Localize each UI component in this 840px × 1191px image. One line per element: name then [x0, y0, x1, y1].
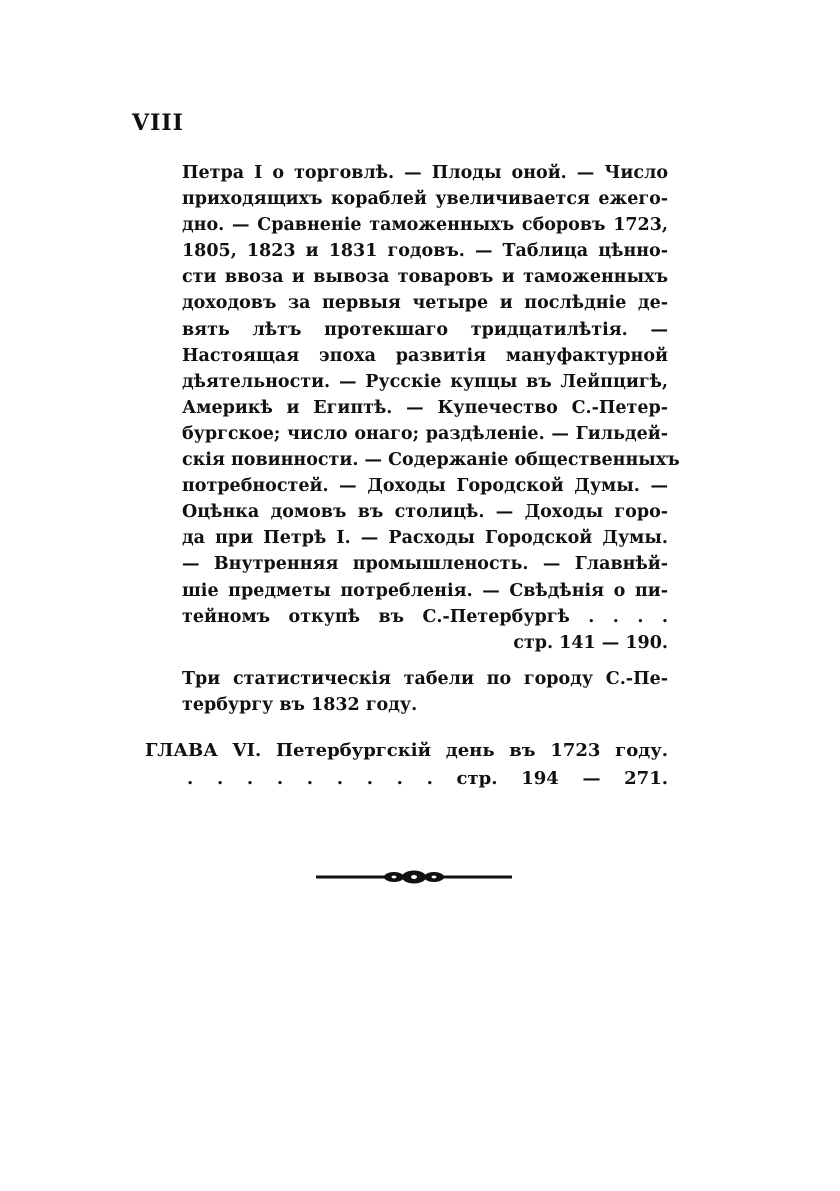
chapter-entry	[145, 737, 668, 793]
page-number: VIII	[132, 110, 184, 136]
summary-line: дно. — Сравненіе таможенныхъ сборовъ 1723,	[182, 215, 668, 236]
summary-line: приходящихъ кораблей увеличивается ежего-	[182, 189, 668, 210]
summary-line: потребностей. — Доходы Городской Думы. —	[182, 476, 668, 497]
toc-entry-tables	[182, 666, 668, 718]
summary-line: бургское; число онаго; раздѣленіе. — Гильдей-	[182, 423, 668, 444]
summary-line: 1805, 1823 и 1831 годовъ. — Таблица цѣнно-	[182, 241, 668, 262]
tables-line: тербургу въ 1832 году.	[182, 695, 418, 716]
summary-line: скія повинности. — Содержаніе общественныхъ	[182, 450, 680, 471]
chapter-title: ГЛАВА VI. Петербургскій день въ 1723 году.	[145, 740, 668, 761]
summary-line: Оцѣнка домовъ въ столицѣ. — Доходы горо-	[182, 502, 668, 523]
chapter-page-reference: . . . . . . . . . стр. 194 — 271.	[187, 768, 668, 789]
summary-line: — Внутренняя промышленость. — Главнѣй-	[182, 554, 668, 575]
summary-line: сти ввоза и вывоза товаровъ и таможенныхъ	[182, 267, 668, 288]
summary-line: доходовъ за первыя четыре и послѣдніе де-	[182, 293, 668, 314]
summary-line: Петра I о торговлѣ. — Плоды оной. — Число	[182, 163, 668, 183]
summary-line: тейномъ откупѣ въ С.-Петербургѣ . . . .	[182, 606, 668, 627]
ornament-divider	[316, 866, 512, 888]
tables-line: Три статистическія табели по городу С.-Пе-	[182, 669, 668, 689]
summary-line: да при Петрѣ I. — Расходы Городской Думы.	[182, 528, 668, 549]
summary-line: Настоящая эпоха развитія мануфактурной	[182, 345, 668, 366]
summary-line: Америкѣ и Египтѣ. — Купечество С.-Петер-	[182, 397, 668, 418]
summary-line: шіе предметы потребленія. — Свѣдѣнія о пи-	[182, 580, 668, 601]
toc-entry-summary	[182, 160, 680, 656]
page-reference: стр. 141 — 190.	[513, 632, 668, 653]
summary-line: вять лѣтъ протекшаго тридцатилѣтія. —	[182, 319, 668, 340]
summary-line: дѣятельности. — Русскіе купцы въ Лейпцигѣ,	[182, 371, 668, 392]
